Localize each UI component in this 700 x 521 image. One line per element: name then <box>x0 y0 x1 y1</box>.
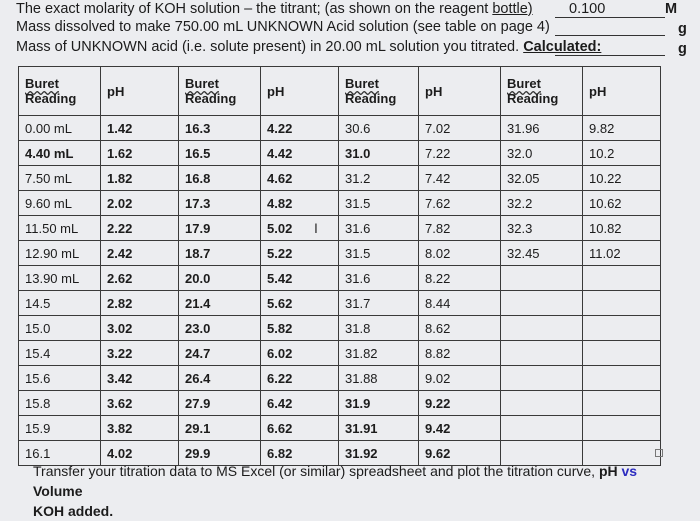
table-cell: 3.02 <box>101 316 179 341</box>
table-cell: 12.90 mL <box>19 241 101 266</box>
header-buret-reading-2: Buret Reading <box>179 67 261 116</box>
molarity-unit: M <box>665 1 678 17</box>
table-cell: 13.90 mL <box>19 266 101 291</box>
table-cell: 9.22 <box>419 391 501 416</box>
table-cell: 7.50 mL <box>19 166 101 191</box>
table-cell: 8.44 <box>419 291 501 316</box>
header-ph-3: pH <box>419 67 501 116</box>
table-cell <box>501 341 583 366</box>
table-row <box>19 216 661 241</box>
table-cell: 8.22 <box>419 266 501 291</box>
table-cell: 4.82 <box>261 191 339 216</box>
table-cell: 24.7 <box>179 341 261 366</box>
table-cell: 10.2 <box>583 141 661 166</box>
table-cell <box>501 266 583 291</box>
table-cell: 14.5 <box>19 291 101 316</box>
bottle-link[interactable]: bottle) <box>492 1 533 17</box>
table-cell: 6.62 <box>261 416 339 441</box>
table-cell <box>501 416 583 441</box>
table-cell: 6.22 <box>261 366 339 391</box>
table-cell: 2.02 <box>101 191 179 216</box>
table-row <box>19 341 661 366</box>
table-row <box>19 241 661 266</box>
table-cell: 9.82 <box>583 116 661 141</box>
table-cell: 23.0 <box>179 316 261 341</box>
table-cell: 18.7 <box>179 241 261 266</box>
table-cell: 5.62 <box>261 291 339 316</box>
header-buret-reading-3: Buret Reading <box>339 67 419 116</box>
table-cell: 31.8 <box>339 316 419 341</box>
table-cell: 15.6 <box>19 366 101 391</box>
table-cell: 21.4 <box>179 291 261 316</box>
table-cell: 7.02 <box>419 116 501 141</box>
table-cell <box>583 291 661 316</box>
table-cell: 2.62 <box>101 266 179 291</box>
table-cell <box>583 391 661 416</box>
table-cell: 2.22 <box>101 216 179 241</box>
table-cell: 30.6 <box>339 116 419 141</box>
table-cell: 8.02 <box>419 241 501 266</box>
table-cell: 10.62 <box>583 191 661 216</box>
table-cell: 6.82 <box>261 441 339 466</box>
table-cell: 16.1 <box>19 441 101 466</box>
table-cell: 17.9 <box>179 216 261 241</box>
table-cell: 15.8 <box>19 391 101 416</box>
table-cell <box>583 416 661 441</box>
mass-titrated-unit: g <box>678 41 687 57</box>
table-cell: 4.02 <box>101 441 179 466</box>
table-cell: 1.42 <box>101 116 179 141</box>
table-cell: 2.42 <box>101 241 179 266</box>
table-cell: 31.92 <box>339 441 419 466</box>
table-header-row <box>19 67 661 116</box>
table-cell: 29.9 <box>179 441 261 466</box>
table-cell: 32.45 <box>501 241 583 266</box>
table-cell: 4.42 <box>261 141 339 166</box>
table-cell: 7.62 <box>419 191 501 216</box>
table-cell: 4.40 mL <box>19 141 101 166</box>
table-cell: 31.0 <box>339 141 419 166</box>
table-cell <box>583 366 661 391</box>
table-cell: 15.0 <box>19 316 101 341</box>
table-cell: 8.62 <box>419 316 501 341</box>
table-cell: 11.50 mL <box>19 216 101 241</box>
table-cell: 1.62 <box>101 141 179 166</box>
table-cell: 11.02 <box>583 241 661 266</box>
table-cell: 32.2 <box>501 191 583 216</box>
table-cell: 31.91 <box>339 416 419 441</box>
table-row <box>19 116 661 141</box>
header-ph-4: pH <box>583 67 661 116</box>
table-cell <box>583 316 661 341</box>
table-cell: 7.82 <box>419 216 501 241</box>
table-cell: 31.7 <box>339 291 419 316</box>
table-cell: 31.5 <box>339 241 419 266</box>
table-cell: 3.62 <box>101 391 179 416</box>
table-cell: 4.22 <box>261 116 339 141</box>
molarity-value: 0.100 <box>569 1 606 17</box>
table-cell: 5.42 <box>261 266 339 291</box>
table-cell: 16.3 <box>179 116 261 141</box>
table-cell: 31.88 <box>339 366 419 391</box>
table-cell <box>583 266 661 291</box>
table-cell <box>501 291 583 316</box>
table-cell <box>501 316 583 341</box>
table-cell: 1.82 <box>101 166 179 191</box>
table-cell: 31.5 <box>339 191 419 216</box>
table-row <box>19 141 661 166</box>
table-cell: 31.6 <box>339 216 419 241</box>
table-cell: 6.42 <box>261 391 339 416</box>
table-cell: 5.22 <box>261 241 339 266</box>
header-line-molarity <box>16 1 533 17</box>
titration-data-table <box>18 66 661 466</box>
table-cell: 3.42 <box>101 366 179 391</box>
table-cell: 5.82 <box>261 316 339 341</box>
table-cell: 20.0 <box>179 266 261 291</box>
table-cell: 6.02 <box>261 341 339 366</box>
resize-handle-icon[interactable] <box>655 449 663 457</box>
table-cell: 31.6 <box>339 266 419 291</box>
table-cell: 15.4 <box>19 341 101 366</box>
table-cell: 27.9 <box>179 391 261 416</box>
table-cell: 9.60 mL <box>19 191 101 216</box>
table-cell: 32.3 <box>501 216 583 241</box>
mass-dissolved-unit: g <box>678 21 687 37</box>
instructions-text: Transfer your titration data to MS Excel (or similar) spreadsheet and plot the titration curve, pH vs Volume KOH added. <box>33 463 638 519</box>
mass-titrated-answer-field[interactable] <box>555 39 665 56</box>
table-cell: 10.82 <box>583 216 661 241</box>
table-cell: 29.1 <box>179 416 261 441</box>
table-cell: 15.9 <box>19 416 101 441</box>
table-row <box>19 316 661 341</box>
table-row <box>19 266 661 291</box>
table-cell: 3.22 <box>101 341 179 366</box>
table-cell: 2.82 <box>101 291 179 316</box>
table-cell: 5.02 <box>261 216 339 241</box>
header-line-mass-titrated <box>16 39 601 55</box>
table-cell: 7.22 <box>419 141 501 166</box>
table-cell: 31.9 <box>339 391 419 416</box>
table-row <box>19 291 661 316</box>
table-cell: 3.82 <box>101 416 179 441</box>
table-cell: 31.82 <box>339 341 419 366</box>
header-buret-reading-1: Buret Reading <box>19 67 101 116</box>
table-cell: 32.0 <box>501 141 583 166</box>
table-cell: 9.62 <box>419 441 501 466</box>
mass-dissolved-answer-field[interactable] <box>555 19 665 36</box>
table-cell: 16.8 <box>179 166 261 191</box>
table-cell: 8.82 <box>419 341 501 366</box>
header-line-mass-dissolved: Mass dissolved to make 750.00 mL UNKNOWN Acid solution (see table on page 4) <box>16 19 550 35</box>
table-row <box>19 366 661 391</box>
table-cell: 4.62 <box>261 166 339 191</box>
calculated-label: Calculated: <box>523 39 602 55</box>
table-cell: 0.00 mL <box>19 116 101 141</box>
table-cell: 32.05 <box>501 166 583 191</box>
table-row <box>19 191 661 216</box>
text-cursor-icon: I <box>314 220 318 236</box>
header-line1-text: The exact molarity of KOH solution – the titrant; (as shown on the reagent <box>16 1 493 17</box>
table-cell: 7.42 <box>419 166 501 191</box>
table-cell: 9.02 <box>419 366 501 391</box>
header-buret-reading-4: Buret Reading <box>501 67 583 116</box>
table-cell: 10.22 <box>583 166 661 191</box>
table-row <box>19 166 661 191</box>
header-line3-text: Mass of UNKNOWN acid (i.e. solute present) in 20.00 mL solution you titrated. <box>16 39 524 55</box>
table-row <box>19 391 661 416</box>
table-cell: 31.2 <box>339 166 419 191</box>
table-cell: 26.4 <box>179 366 261 391</box>
table-row <box>19 416 661 441</box>
header-ph-1: pH <box>101 67 179 116</box>
table-cell <box>501 391 583 416</box>
table-cell: 9.42 <box>419 416 501 441</box>
header-ph-2: pH <box>261 67 339 116</box>
table-cell: 16.5 <box>179 141 261 166</box>
table-cell: 31.96 <box>501 116 583 141</box>
table-cell <box>501 366 583 391</box>
table-cell <box>583 341 661 366</box>
table-cell: 17.3 <box>179 191 261 216</box>
